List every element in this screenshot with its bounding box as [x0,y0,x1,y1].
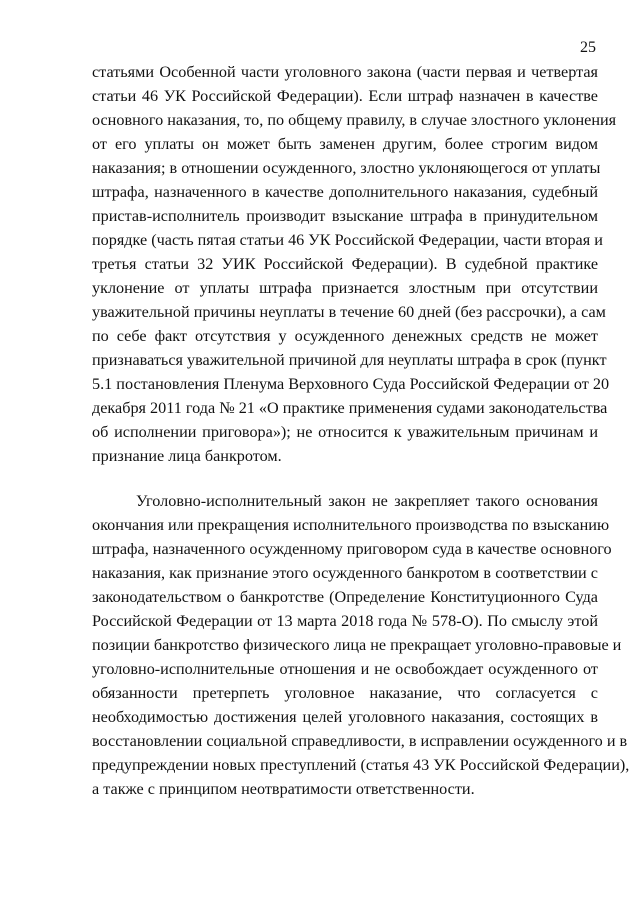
text-line: пристав-исполнитель производит взыскание штрафа в принудительном [92,207,598,225]
text-line: 5.1 постановления Пленума Верховного Суда Российской Федерации от 20 [92,375,610,393]
text-line: по себе факт отсутствия у осужденного денежных средств не может [92,327,598,345]
paragraph-1 [92,60,617,468]
text-line: об исполнении приговора»); не относится к уважительным причинам и [92,423,598,441]
text-line: наказания; в отношении осужденного, злостно уклоняющегося от уплаты [92,159,601,177]
text-line: порядке (часть пятая статьи 46 УК Российской Федерации, части вторая и [92,231,603,249]
text-line: декабря 2011 года № 21 «О практике применения судами законодательства [92,399,608,417]
text-line: позиции банкротство физического лица не прекращает уголовно-правовые и [92,636,622,654]
text-line: предупреждении новых преступлений (статья 43 УК Российской Федерации), [92,756,630,774]
text-line: от его уплаты он может быть заменен другим, более строгим видом [92,135,598,153]
page-number: 25 [580,39,596,56]
text-line: законодательством о банкротстве (Определение Конституционного Суда [92,588,598,606]
text-line: штрафа, назначенного в качестве дополнительного наказания, судебный [92,183,598,201]
text-line: восстановлении социальной справедливости, в исправлении осужденного и в [92,732,628,750]
text-line: обязанности претерпеть уголовное наказание, что согласуется с [92,684,598,702]
text-line: третья статьи 32 УИК Российской Федерации). В судебной практике [92,255,598,273]
document-body [92,60,630,801]
text-line: Российской Федерации от 13 марта 2018 года № 578-О). По смыслу этой [92,612,598,630]
paragraph-2 [92,489,630,801]
text-line: а также с принципом неотвратимости ответственности. [92,780,475,798]
text-line: наказания, как признание этого осужденного банкротом в соответствии с [92,564,598,582]
text-line: штрафа, назначенного осужденному приговором суда в качестве основного [92,540,612,558]
paragraph-gap [92,468,598,489]
text-line: признание лица банкротом. [92,447,282,465]
text-line: основного наказания, то, по общему правилу, в случае злостного уклонения [92,111,617,129]
text-line: необходимостью достижения целей уголовного наказания, состоящих в [92,708,598,726]
text-line: статьи 46 УК Российской Федерации). Если штраф назначен в качестве [92,87,598,105]
text-line: Уголовно-исполнительный закон не закрепляет такого основания [136,492,598,510]
text-line: уклонение от уплаты штрафа признается злостным при отсутствии [92,279,598,297]
text-line: признаваться уважительной причиной для неуплаты штрафа в срок (пункт [92,351,607,369]
text-line: окончания или прекращения исполнительного производства по взысканию [92,516,610,534]
text-line: статьями Особенной части уголовного закона (части первая и четвертая [92,63,598,81]
text-line: уважительной причины неуплаты в течение 60 дней (без рассрочки), а сам [92,303,606,321]
text-line: уголовно-исполнительные отношения и не освобождает осужденного от [92,660,598,678]
